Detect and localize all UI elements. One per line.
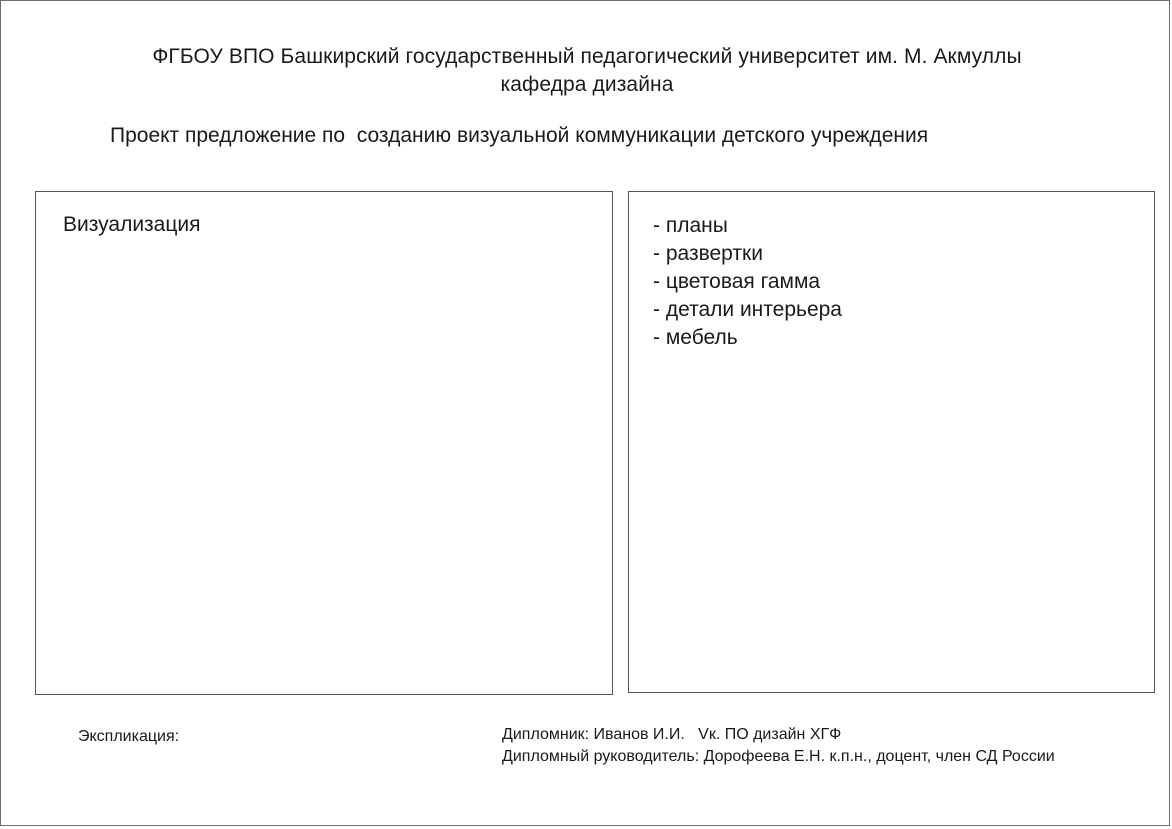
institution-name: ФГБОУ ВПО Башкирский государственный педагогический университет им. М. Акмуллы (152, 45, 1022, 68)
list-item-plans: - планы (653, 214, 728, 237)
list-item-interior-details: - детали интерьера (653, 298, 842, 321)
visualization-panel (35, 191, 613, 695)
explication-label: Экспликация: (78, 728, 180, 745)
contents-list (653, 212, 842, 352)
department-name: кафедра дизайна (500, 73, 674, 96)
author-line: Дипломник: Иванов И.И. Vк. ПО дизайн ХГФ (502, 726, 842, 743)
visualization-label: Визуализация (63, 213, 201, 236)
project-title: Проект предложение по созданию визуальной коммуникации детского учреждения (110, 124, 929, 147)
list-item-furniture: - мебель (653, 326, 738, 349)
supervisor-line: Дипломный руководитель: Дорофеева Е.Н. к.п.н., доцент, член СД России (502, 748, 1055, 765)
list-item-color-scheme: - цветовая гамма (653, 270, 821, 293)
list-item-unfolds: - развертки (653, 242, 763, 265)
contents-panel (628, 191, 1155, 693)
